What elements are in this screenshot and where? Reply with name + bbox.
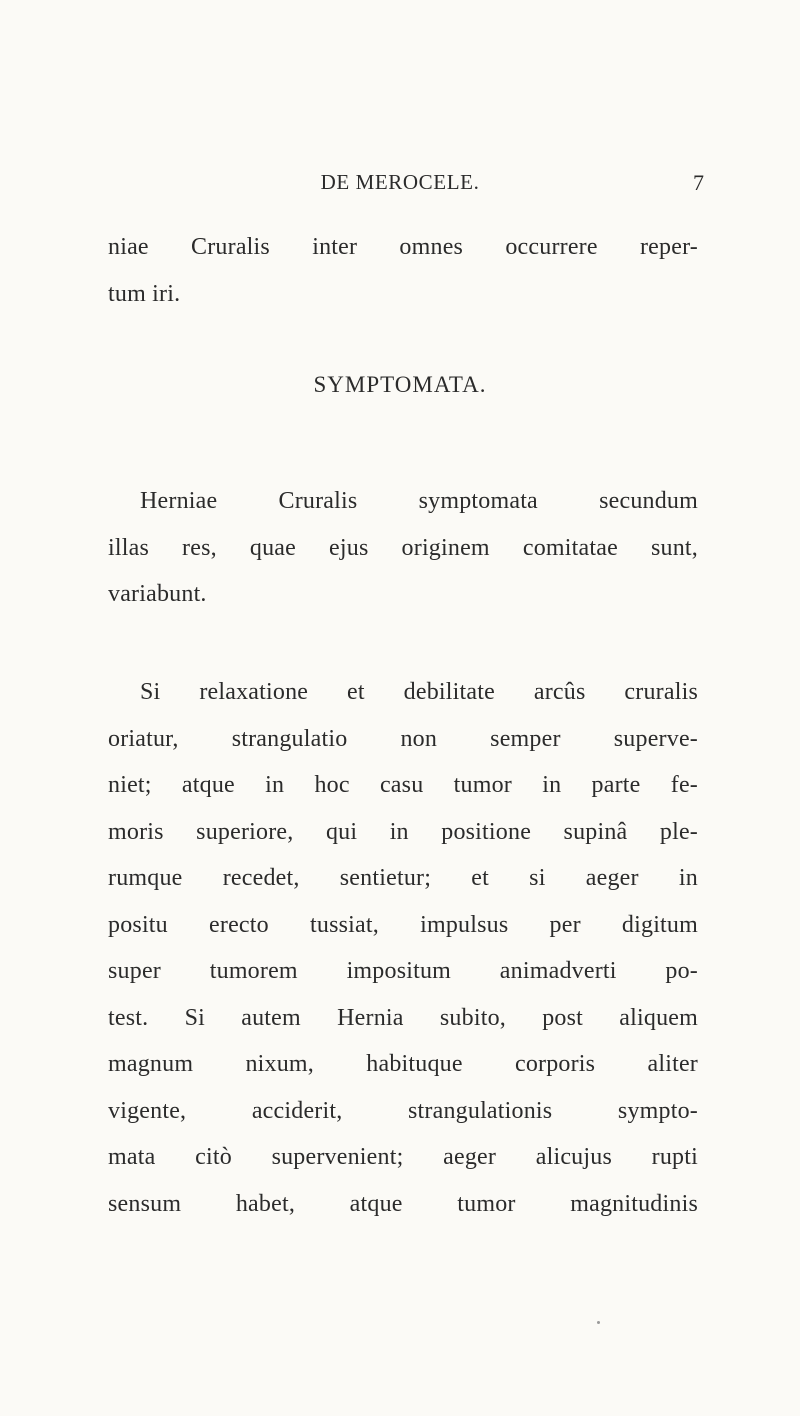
text-line: super tumorem impositum animadverti po- — [108, 958, 698, 984]
text-line: illas res, quae ejus originem comitatae sunt, — [108, 534, 698, 561]
text-line: variabunt. — [108, 581, 207, 607]
text-line: Si relaxatione et debilitate arcûs cruralis — [140, 679, 698, 705]
section-heading: SYMPTOMATA. — [313, 372, 487, 397]
text-line: oriatur, strangulatio non semper superve- — [108, 725, 698, 752]
text-line: tum iri. — [108, 280, 181, 307]
paragraph-continuation — [108, 224, 698, 317]
text-line: vigente, acciderit, strangulationis sympto- — [108, 1097, 698, 1124]
page-number: 7 — [693, 170, 704, 195]
ink-speck — [597, 1321, 600, 1324]
text-line: niae Cruralis inter omnes occurrere reper- — [108, 234, 698, 260]
text-line: rumque recedet, sentietur; et si aeger in — [108, 865, 698, 891]
text-line: moris superiore, qui in positione supinâ ple- — [108, 818, 698, 845]
text-line: magnum nixum, habituque corporis aliter — [108, 1051, 698, 1077]
text-line: Herniae Cruralis symptomata secundum — [140, 488, 698, 514]
text-line: sensum habet, atque tumor magnitudinis — [108, 1190, 698, 1217]
paragraph-symptoms-detail — [108, 669, 698, 1227]
running-title: DE MEROCELE. — [320, 170, 480, 194]
running-head — [0, 170, 800, 200]
text-line: mata citò supervenient; aeger alicujus rupti — [108, 1144, 698, 1170]
text-line: positu erecto tussiat, impulsus per digitum — [108, 911, 698, 938]
text-line: test. Si autem Hernia subito, post aliquem — [108, 1004, 698, 1031]
text-line: niet; atque in hoc casu tumor in parte fe- — [108, 772, 698, 798]
paragraph-symptoms-intro — [108, 478, 698, 618]
